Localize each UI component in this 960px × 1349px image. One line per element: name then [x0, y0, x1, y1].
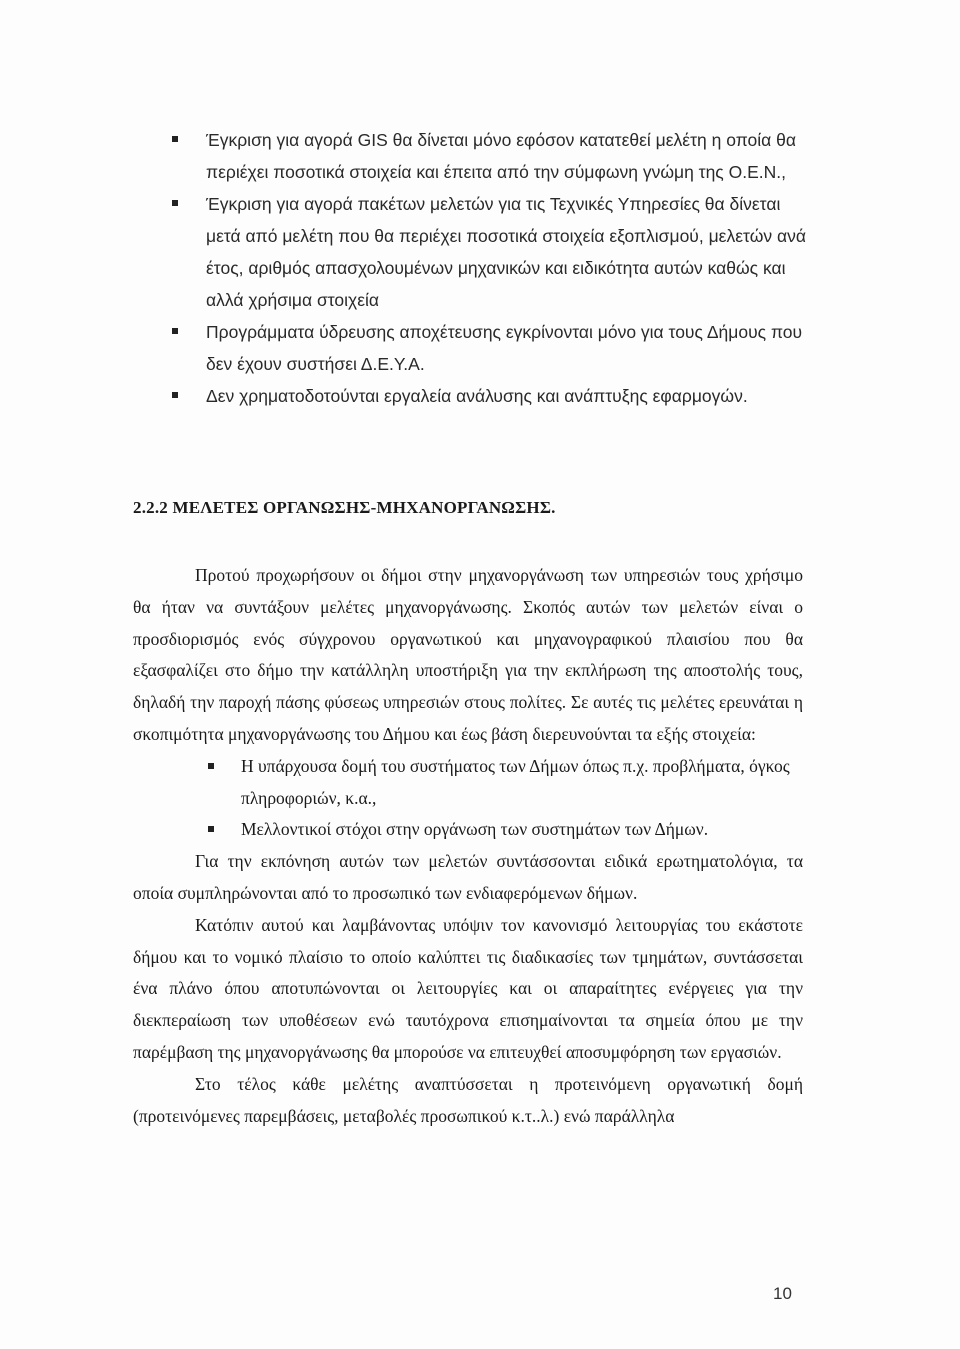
- list-item-text: Η υπάρχουσα δομή του συστήματος των Δήμων όπως π.χ. προβλήματα, όγκος πληροφοριών, κ.α.,: [241, 755, 790, 808]
- square-bullet-icon: [208, 763, 214, 769]
- list-item-text: Έγκριση για αγορά πακέτων μελετών για τις Τεχνικές Υπηρεσίες θα δίνεται μετά από μελέτη που θα περιέχει ποσοτικά στοιχεία εξοπλισμού, μελετών ανά έτος, αριθμός απασχολουμένων μηχανικών και ειδικότητα αυτών καθώς και αλλά χρήσιμα στοιχεία: [206, 194, 806, 310]
- square-bullet-icon: [172, 392, 178, 398]
- square-bullet-icon: [172, 328, 178, 334]
- list-item: [172, 124, 812, 188]
- list-item-text: Προγράμματα ύδρευσης αποχέτευσης εγκρίνονται μόνο για τους Δήμους που δεν έχουν συστήσει Δ.Ε.Υ.Α.: [206, 322, 803, 374]
- section-heading: 2.2.2 ΜΕΛΕΤΕΣ ΟΡΓΑΝΩΣΗΣ-ΜΗΧΑΝΟΡΓΑΝΩΣΗΣ.: [133, 498, 556, 517]
- list-item: [208, 814, 803, 846]
- list-item: [172, 316, 812, 380]
- list-item: [172, 188, 812, 316]
- top-bullet-list: [172, 124, 812, 412]
- paragraph: Προτού προχωρήσουν οι δήμοι στην μηχανοργάνωση των υπηρεσιών τους χρήσιμο θα ήταν να συντάξουν μελέτες μηχανοργάνωσης. Σκοπός αυτών των μελετών είναι ο προσδιορισμός ενός σύγχρονου οργανωτικού και μηχανογραφικού πλαισίου που θα εξασφαλίζει στο δήμο την κατάλληλη υποστήριξη για την εκπλήρωση της αποστολής τους, δηλαδή την παροχή πάσης φύσεως υπηρεσιών στους πολίτες. Σε αυτές τις μελέτες ερευνάται η σκοπιμότητα μηχανοργάνωσης του Δήμου και έως βάση διερευνούνται τα εξής στοιχεία:: [133, 565, 803, 744]
- list-item-text: Μελλοντικοί στόχοι στην οργάνωση των συστημάτων των Δήμων.: [241, 819, 709, 840]
- list-item-text: Έγκριση για αγορά GIS θα δίνεται μόνο εφόσον κατατεθεί μελέτη η οποία θα περιέχει ποσοτικά στοιχεία και έπειτα από την σύμφωνη γνώμη της Ο.Ε.Ν.,: [206, 130, 796, 182]
- page-number: 10: [773, 1284, 792, 1303]
- square-bullet-icon: [208, 826, 214, 832]
- square-bullet-icon: [172, 200, 178, 206]
- list-item-text: Δεν χρηματοδοτούνται εργαλεία ανάλυσης και ανάπτυξης εφαρμογών.: [206, 386, 748, 406]
- paragraph: Στο τέλος κάθε μελέτης αναπτύσσεται η προτεινόμενη οργανωτική δομή (προτεινόμενες παρεμβάσεις, μεταβολές προσωπικού κ.τ..λ.) ενώ παράλληλα: [133, 1073, 803, 1126]
- paragraph: Κατόπιν αυτού και λαμβάνοντας υπόψιν τον κανονισμό λειτουργίας του εκάστοτε δήμου και το νομικό πλαίσιο το οποίο καλύπτει τις διαδικασίες των τμημάτων, συντάσσεται ένα πλάνο όπου αποτυπώνονται οι λειτουργίες και οι απαραίτητες ενέργειες για την διεκπεραίωση των υποθέσεων ενώ ταυτόχρονα επισημαίνονται τα σημεία όπου με την παρέμβαση της μηχανοργάνωσης θα μπορούσε να επιτευχθεί αποσυμφόρηση των εργασιών.: [133, 914, 803, 1062]
- list-item: [172, 380, 812, 412]
- inner-bullet-list: [133, 751, 803, 846]
- paragraph: Για την εκπόνηση αυτών των μελετών συντάσσονται ειδικά ερωτηματολόγια, τα οποία συμπληρώνονται από το προσωπικό των ενδιαφερόμενων δήμων.: [133, 851, 803, 903]
- body-text: [133, 560, 803, 1132]
- list-item: [208, 751, 803, 815]
- square-bullet-icon: [172, 136, 178, 142]
